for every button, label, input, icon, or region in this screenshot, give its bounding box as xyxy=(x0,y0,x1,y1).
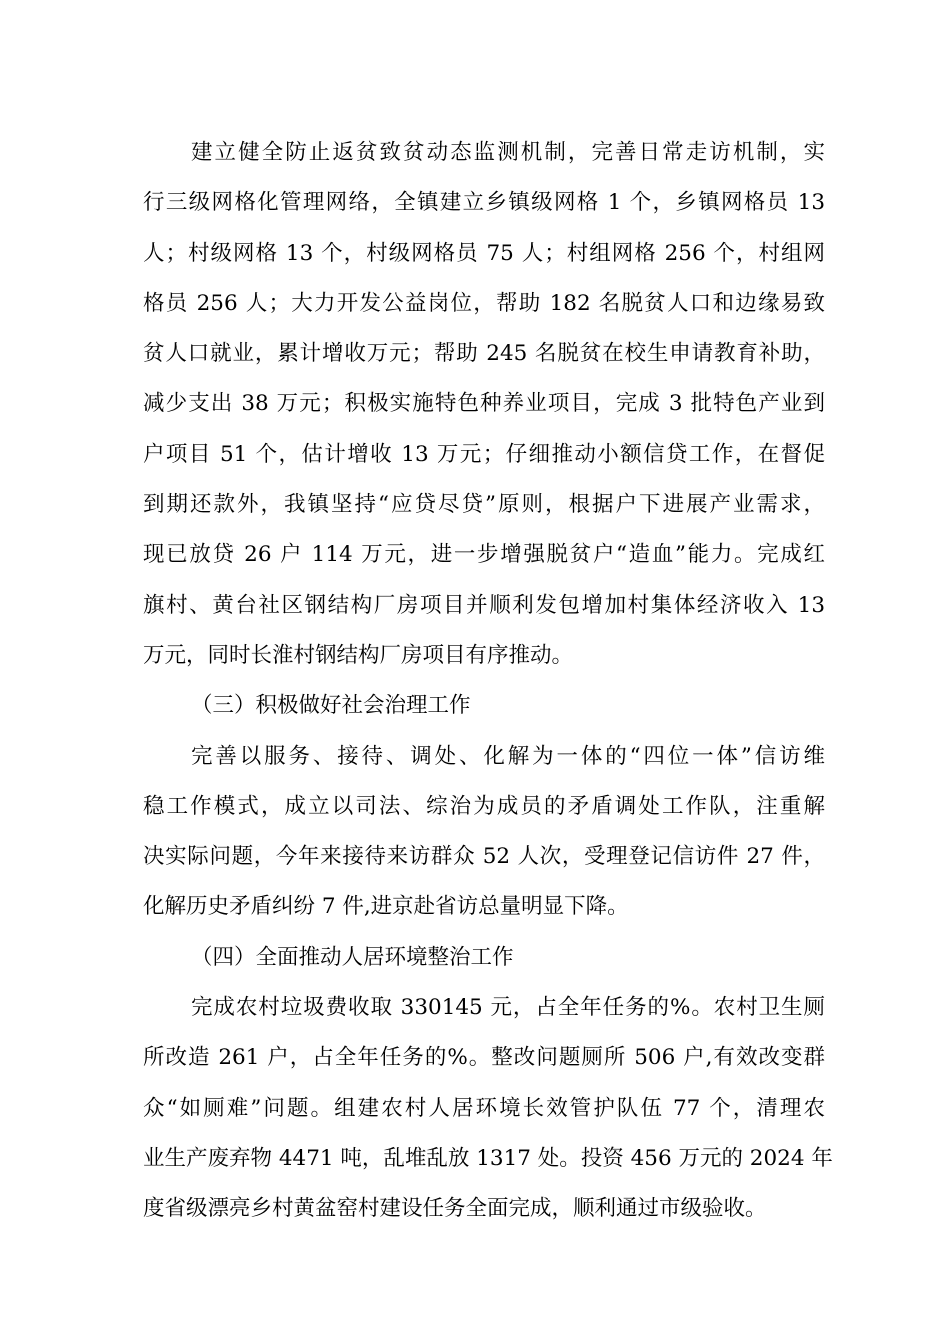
paragraph-line: 完善以服务、接待、调处、化解为一体的“四位一体”信访维 xyxy=(191,743,825,769)
paragraph-line: 格员 256 人；大力开发公益岗位，帮助 182 名脱贫人口和边缘易致 xyxy=(143,290,825,316)
paragraph-line: 现已放贷 26 户 114 万元，进一步增强脱贫户“造血”能力。完成红 xyxy=(143,542,825,568)
paragraph-line: 贫人口就业，累计增收万元；帮助 245 名脱贫在校生申请教育补助， xyxy=(143,341,825,367)
paragraph-line: 众“如厕难”问题。组建农村人居环境长效管护队伍 77 个，清理农 xyxy=(143,1095,825,1121)
paragraph-line: 稳工作模式，成立以司法、综治为成员的矛盾调处工作队，注重解 xyxy=(143,793,825,819)
section-heading: （四）全面推动人居环境整治工作 xyxy=(191,944,514,970)
paragraph-line: 行三级网格化管理网络，全镇建立乡镇级网格 1 个，乡镇网格员 13 xyxy=(143,190,825,216)
paragraph-line: 人；村级网格 13 个，村级网格员 75 人；村组网格 256 个，村组网 xyxy=(143,240,825,266)
document-body xyxy=(143,128,833,1235)
section-heading: （三）积极做好社会治理工作 xyxy=(191,693,471,719)
paragraph-line: 完成农村垃圾费收取 330145 元，占全年任务的%。农村卫生厕 xyxy=(191,995,825,1021)
paragraph-line: 万元，同时长淮村钢结构厂房项目有序推动。 xyxy=(143,642,574,668)
paragraph-line: 建立健全防止返贫致贫动态监测机制，完善日常走访机制，实 xyxy=(191,140,825,165)
paragraph-line: 所改造 261 户，占全年任务的%。整改问题厕所 506 户,有效改变群 xyxy=(143,1045,825,1071)
paragraph-line: 到期还款外，我镇坚持“应贷尽贷”原则，根据户下进展产业需求， xyxy=(143,492,825,518)
paragraph-line: 化解历史矛盾纠纷 7 件,进京赴省访总量明显下降。 xyxy=(143,894,629,920)
paragraph-line: 业生产废弃物 4471 吨，乱堆乱放 1317 处。投资 456 万元的 2024 年 xyxy=(143,1145,833,1171)
paragraph-line: 旗村、黄台社区钢结构厂房项目并顺利发包增加村集体经济收入 13 xyxy=(143,592,825,618)
paragraph-line: 户项目 51 个，估计增收 13 万元；仔细推动小额信贷工作，在督促 xyxy=(143,441,825,467)
paragraph-line: 度省级漂亮乡村黄盆窑村建设任务全面完成，顺利通过市级验收。 xyxy=(143,1196,767,1222)
paragraph-line: 决实际问题，今年来接待来访群众 52 人次，受理登记信访件 27 件， xyxy=(143,844,825,870)
paragraph-line: 减少支出 38 万元；积极实施特色种养业项目，完成 3 批特色产业到 xyxy=(143,391,825,417)
